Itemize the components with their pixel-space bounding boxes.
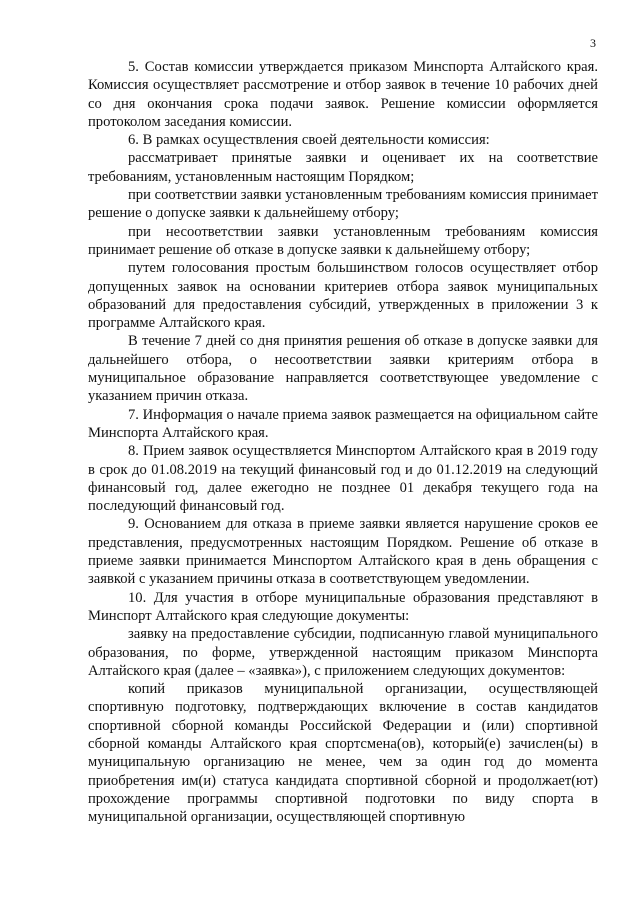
page-number: 3: [590, 36, 596, 50]
list-item-review: рассматривает принятые заявки и оценивает их на соответствие требованиям, установленным настоящим Порядком;: [88, 150, 598, 185]
paragraph-7: 7. Информация о начале приема заявок размещается на официальном сайте Минспорта Алтайского края.: [88, 406, 598, 441]
paragraph-5: 5. Состав комиссии утверждается приказом Минспорта Алтайского края. Комиссия осуществляет рассмотрение и отбор заявок в течение 10 рабочих дней со дня окончания срока подачи заявок. Решение комиссии оформляется протоколом заседания комиссии.: [88, 59, 598, 130]
paragraph-6: 6. В рамках осуществления своей деятельности комиссия:: [128, 132, 490, 149]
list-item-vote: путем голосования простым большинством голосов осуществляет отбор допущенных заявок на основании критериев отбора заявок муниципальных образований для предоставления субсидий, утвержденных в приложении 3 к программе Алтайского края.: [88, 260, 598, 332]
paragraph-8: 8. Прием заявок осуществляется Минспортом Алтайского края в 2019 году в срок до 01.08.2019 на текущий финансовый год и до 01.12.2019 на следующий финансовый год, далее ежегодно не позднее 01 декабря текущего года на последующий финансовый год.: [88, 443, 598, 515]
list-item-orders: копий приказов муниципальной организации, осуществляющей спортивную подготовку, подтверждающих включение в состав кандидатов спортивной сборной команды Российской Федерации и (или) спортивной сборной команды Алтайского края спортсмена(ов), который(е) зачислен(ы) в муниципальную организацию не менее, чем за один год до момента приобретения им(и) статуса кандидата спортивной сборной и продолжает(ют) прохождение программы спортивной подготовки по виду спорта в муниципальной организации, осуществляющей спортивную: [88, 681, 598, 826]
list-item-reject: при несоответствии заявки установленным требованиям комиссия принимает решение об отказе в допуске заявки к дальнейшему отбору;: [88, 223, 598, 258]
list-item-application: заявку на предоставление субсидии, подписанную главой муниципального образования, по форме, утвержденной настоящим приказом Минспорта Алтайского края (далее – «заявка»), с приложением следующих документов:: [88, 626, 598, 679]
paragraph-10: 10. Для участия в отборе муниципальные образования представляют в Минспорт Алтайского края следующие документы:: [88, 589, 598, 624]
paragraph-9: 9. Основанием для отказа в приеме заявки является нарушение сроков ее представления, предусмотренных настоящим Порядком. Решение об отказе в приеме заявки принимается Минспортом Алтайского края в день обращения с заявкой с указанием причины отказа в соответствующем уведомлении.: [88, 516, 598, 588]
document-body: [88, 58, 598, 826]
paragraph-notice: В течение 7 дней со дня принятия решения об отказе в допуске заявки для дальнейшего отбора, о несоответствии заявки критериям отбора в муниципальное образование направляется соответствующее уведомление с указанием причин отказа.: [88, 333, 598, 405]
list-item-admit: при соответствии заявки установленным требованиям комиссия принимает решение о допуске заявки к дальнейшему отбору;: [88, 187, 598, 222]
